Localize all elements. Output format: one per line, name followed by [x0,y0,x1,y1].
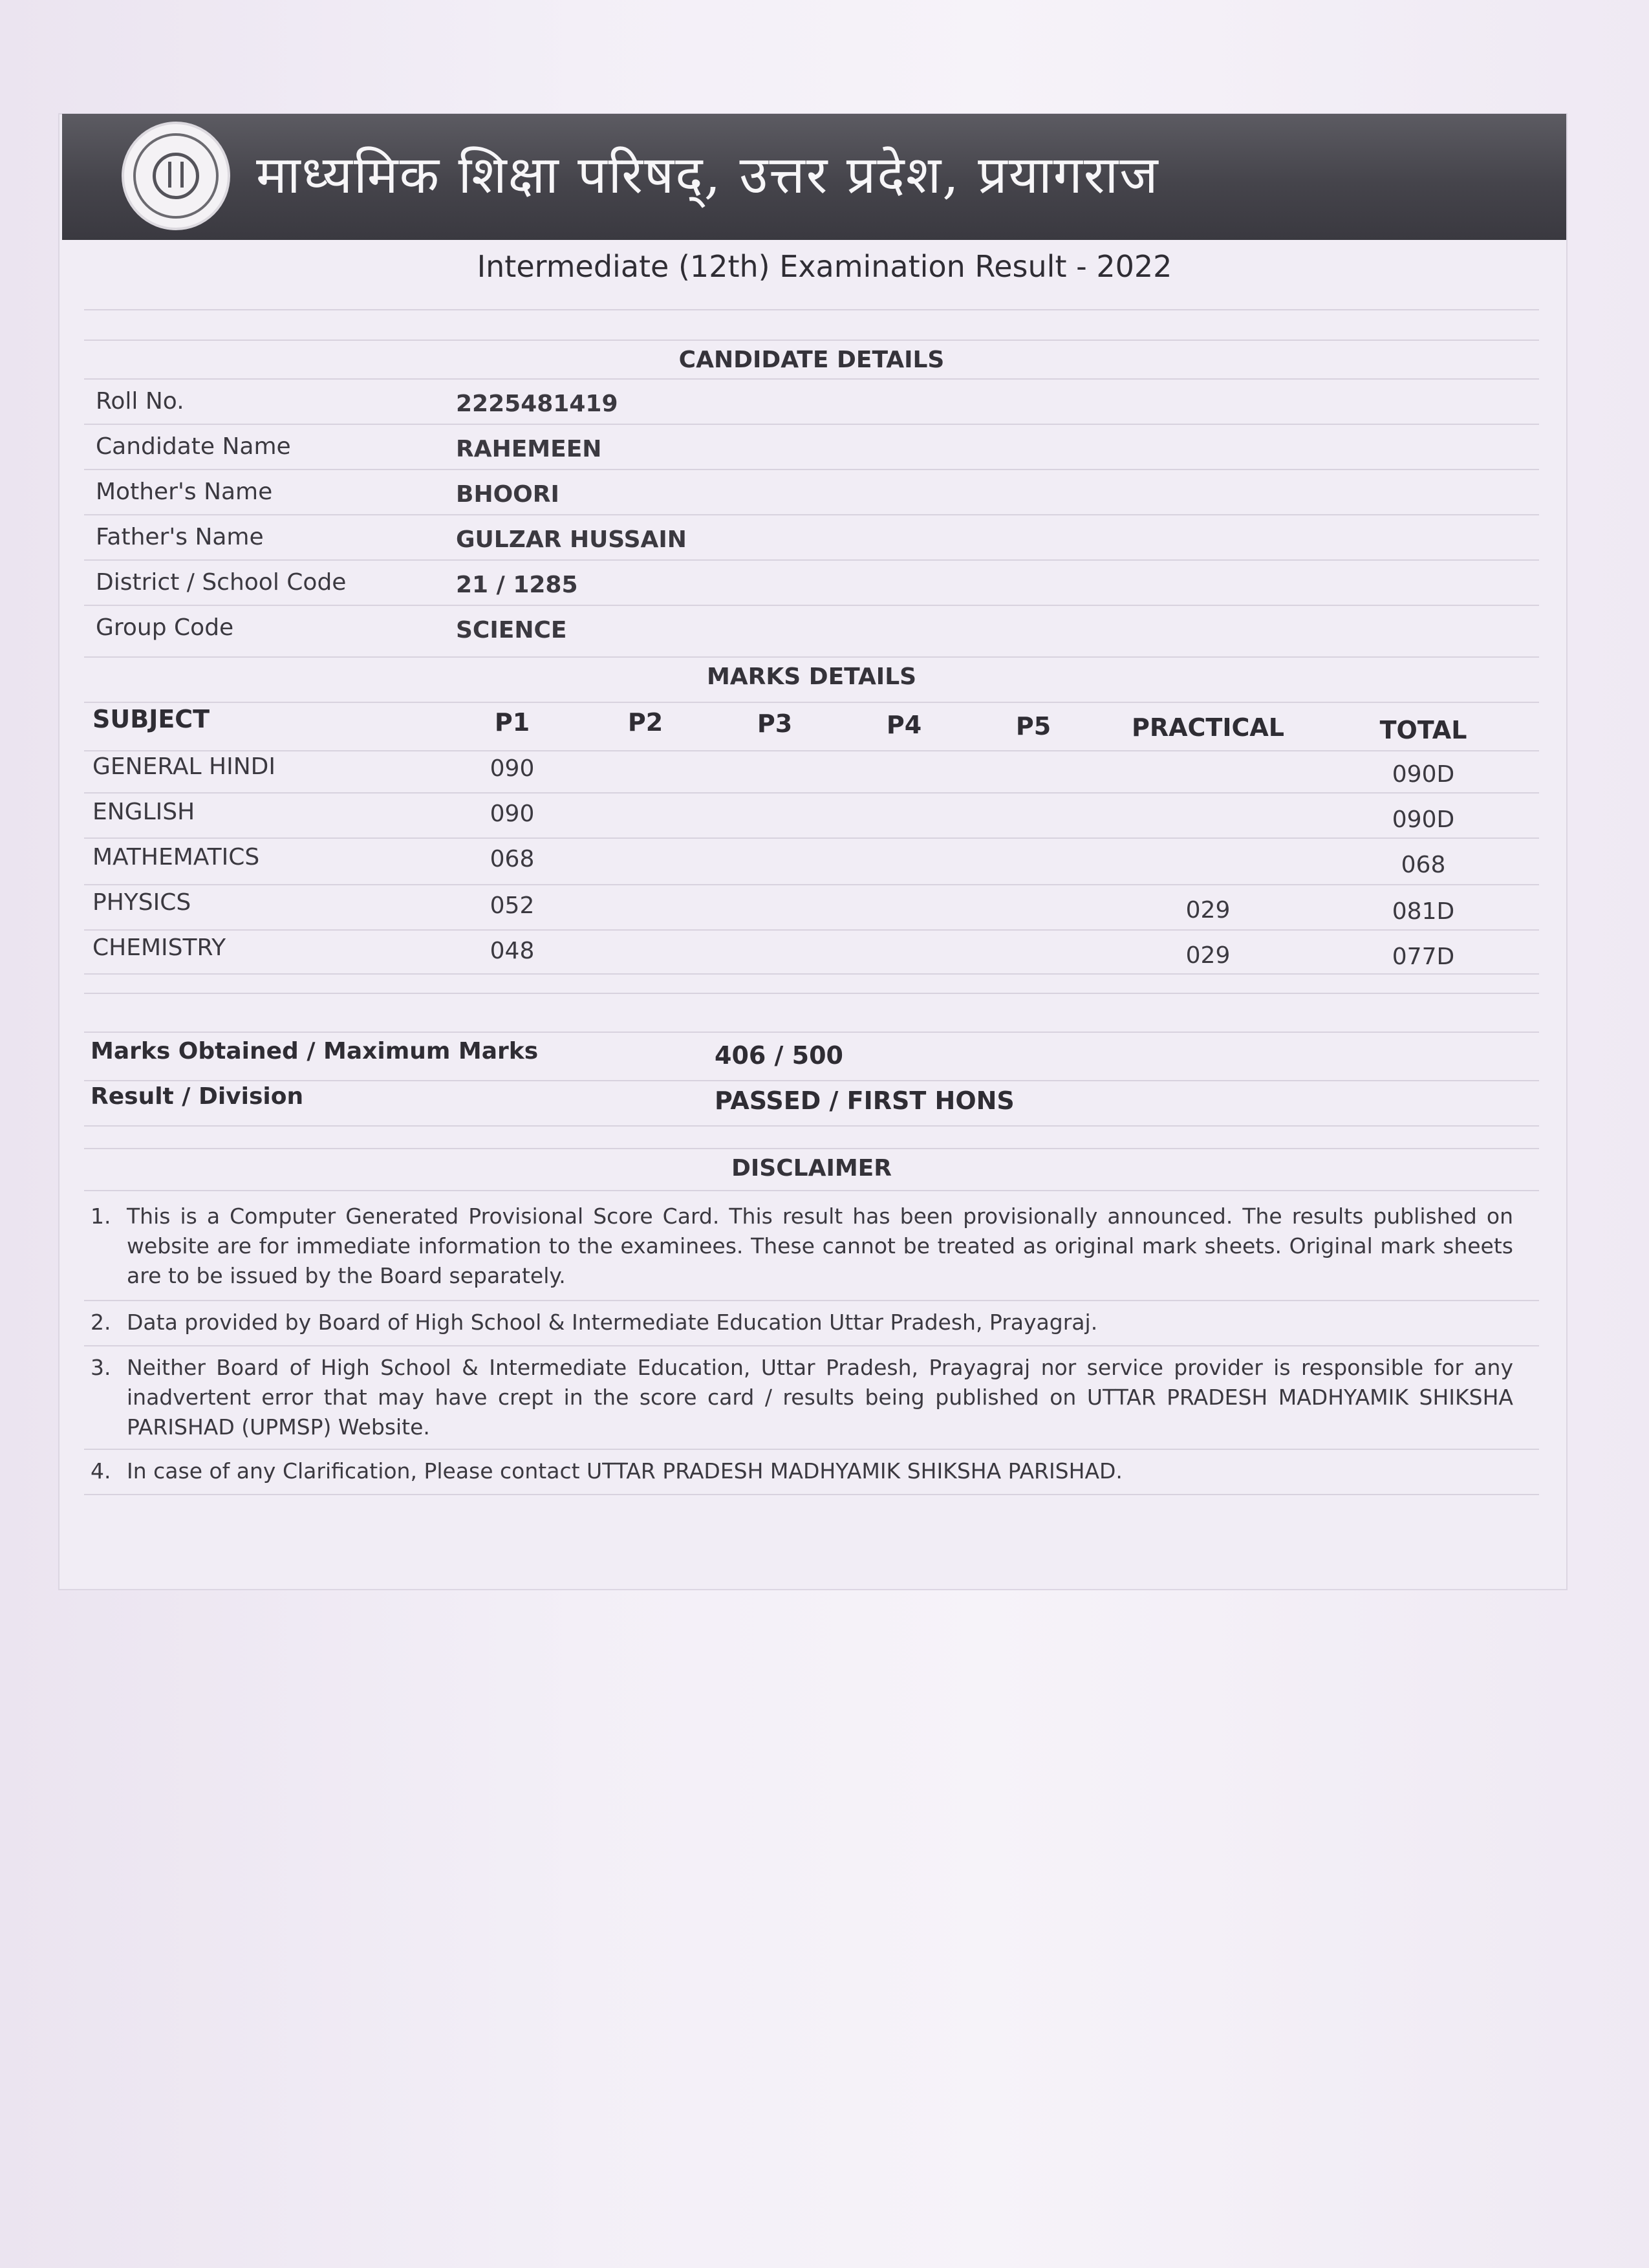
district-school-code-label: District / School Code [96,569,347,596]
disclaimer-heading: DISCLAIMER [731,1155,892,1182]
table-row-p1: 090 [490,755,535,782]
table-row-practical: 029 [1185,942,1231,969]
col-p3-header: P3 [757,709,793,738]
marks-obtained-value: 406 / 500 [715,1041,843,1070]
roll-no-value: 2225481419 [456,391,618,417]
disclaimer-item: 1. This is a Computer Generated Provisional Score Card. This result has been provisionally announced. The results published on website are for immediate information to the examinees. These cannot be treated as original mark sheets. Original mark sheets are to be issued by the Board separately. [91,1204,1513,1288]
table-row-p1: 052 [490,892,535,919]
disclaimer-item: 4. In case of any Clarification, Please contact UTTAR PRADESH MADHYAMIK SHIKSHA PARISHAD. [91,1458,1123,1484]
result-division-value: PASSED / FIRST HONS [715,1086,1015,1115]
fathers-name-value: GULZAR HUSSAIN [456,526,687,553]
group-code-label: Group Code [96,614,234,641]
upmsp-seal-icon [122,122,230,230]
col-practical-header: PRACTICAL [1132,713,1284,742]
col-p4-header: P4 [886,711,922,739]
table-row-subject: GENERAL HINDI [92,753,275,780]
roll-no-label: Roll No. [96,388,184,415]
group-code-value: SCIENCE [456,617,567,643]
table-row-subject: PHYSICS [92,889,191,916]
table-row-subject: CHEMISTRY [92,934,226,961]
table-row-subject: ENGLISH [92,799,195,825]
col-p5-header: P5 [1015,712,1051,740]
mothers-name-value: BHOORI [456,481,559,508]
candidate-details-heading: CANDIDATE DETAILS [678,347,945,373]
table-row-total: 077D [1392,944,1455,970]
col-total-header: TOTAL [1379,716,1467,744]
table-row-p1: 068 [490,846,535,872]
table-row-p1: 048 [490,938,535,964]
result-division-label: Result / Division [91,1083,304,1110]
candidate-name-value: RAHEMEEN [456,436,602,462]
marks-details-heading: MARKS DETAILS [706,664,917,690]
board-header-banner [62,114,1566,240]
disclaimer-item: 3. Neither Board of High School & Intermediate Education, Uttar Pradesh, Prayagraj nor service provider is responsible for any inadvertent error that may have crept in the score card / results being published on UTTAR PRADESH MADHYAMIK SHIKSHA PARISHAD (UPMSP) Website. [91,1355,1513,1440]
board-name-hindi: माध्यमिक शिक्षा परिषद्, उत्तर प्रदेश, प्रयागराज [256,145,1159,205]
table-row-practical: 029 [1185,897,1231,923]
table-row-total: 068 [1401,852,1446,878]
col-subject-header: SUBJECT [92,705,210,733]
table-row-p1: 090 [490,801,535,827]
fathers-name-label: Father's Name [96,524,264,550]
col-p2-header: P2 [627,708,663,737]
col-p1-header: P1 [494,708,530,737]
disclaimer-item: 2. Data provided by Board of High School & Intermediate Education Uttar Pradesh, Prayagraj. [91,1310,1098,1335]
table-row-total: 081D [1392,898,1455,925]
table-row-total: 090D [1392,761,1455,788]
table-row-total: 090D [1392,806,1455,833]
mothers-name-label: Mother's Name [96,479,273,505]
district-school-code-value: 21 / 1285 [456,572,578,598]
exam-title: Intermediate (12th) Examination Result - 2022 [477,249,1172,284]
marks-obtained-label: Marks Obtained / Maximum Marks [91,1038,539,1064]
candidate-name-label: Candidate Name [96,433,291,460]
table-row-subject: MATHEMATICS [92,844,260,870]
